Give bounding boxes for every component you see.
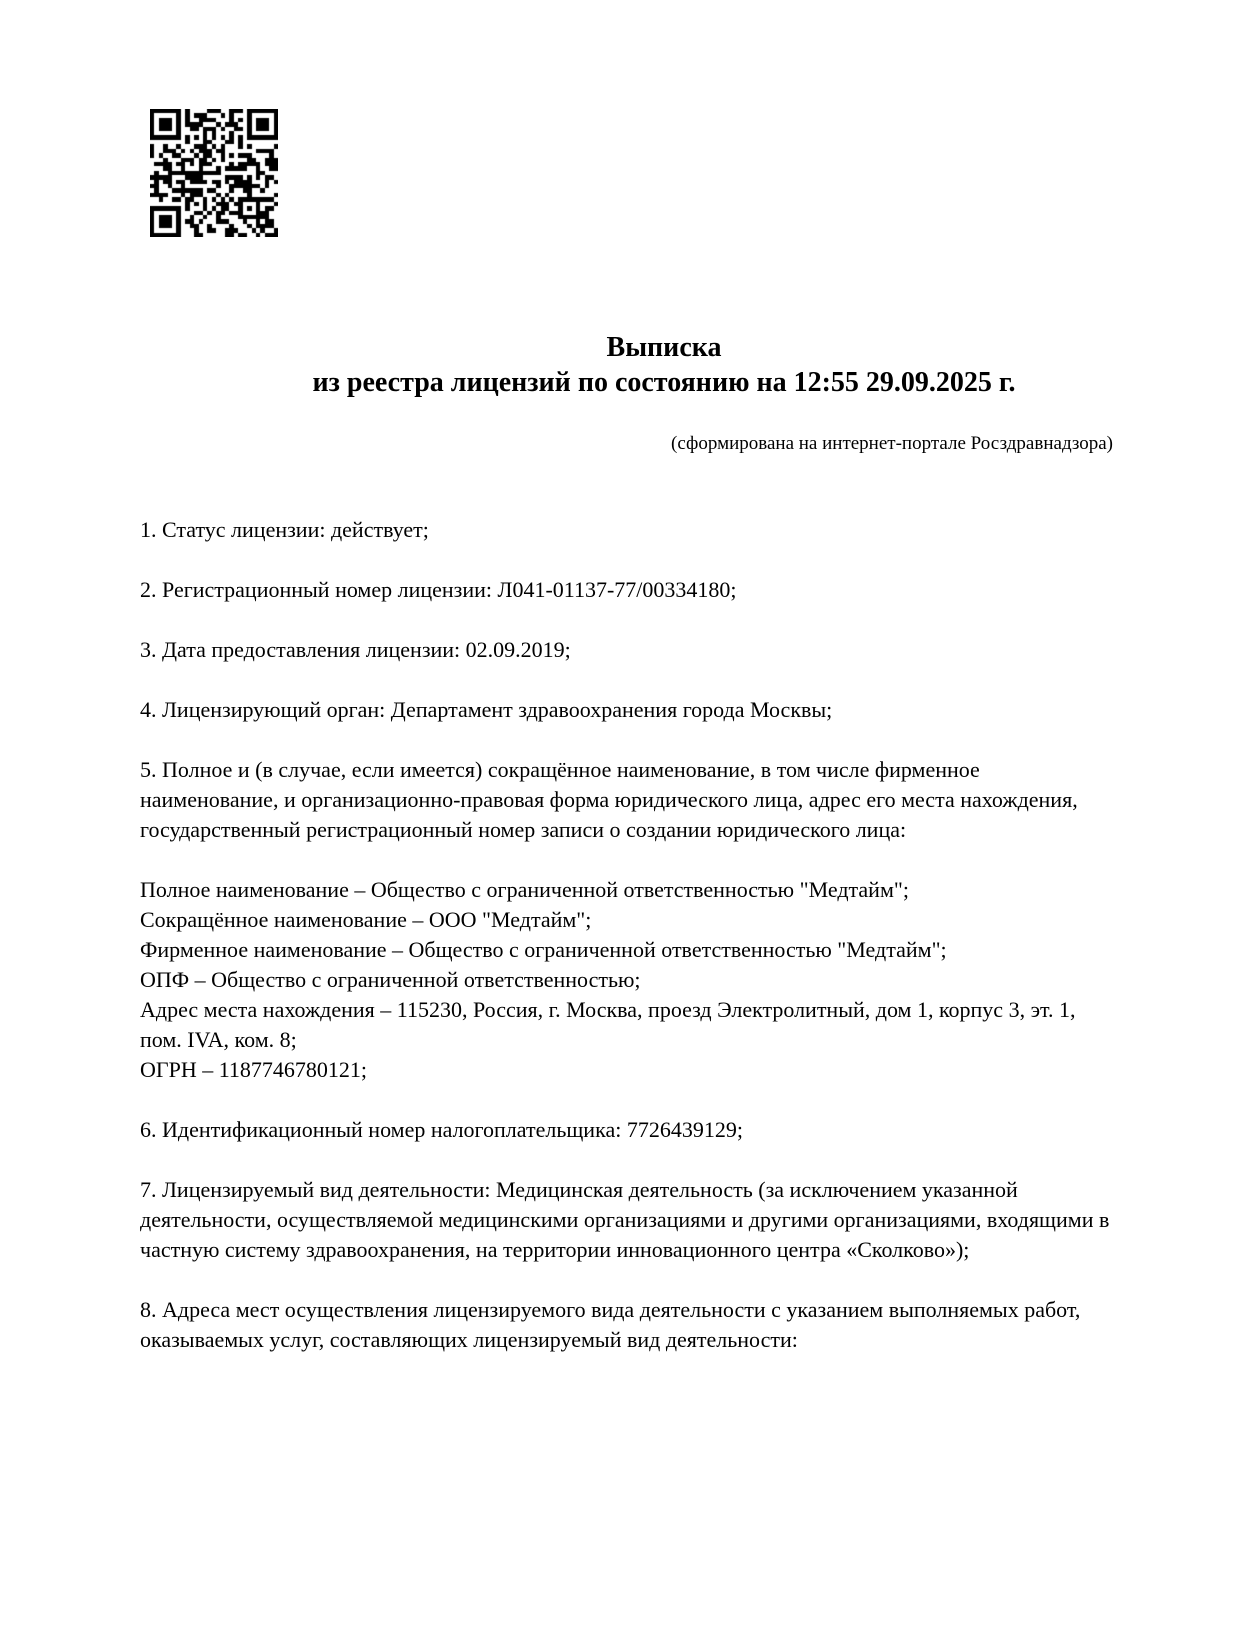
document-body [140,515,1110,1385]
company-details [140,875,1110,1085]
item-license-status: 1. Статус лицензии: действует; [140,517,429,542]
company-ogrn: ОГРН – 1187746780121; [140,1057,368,1082]
document-title-line1: Выписка [606,332,722,363]
item-licensing-authority: 4. Лицензирующий орган: Департамент здравоохранения города Москвы; [140,697,833,722]
company-brand-name: Фирменное наименование – Общество с ограниченной ответственностью "Медтайм"; [140,937,947,962]
document-subtitle: (сформирована на интернет-портале Росздравнадзора) [671,433,1113,454]
item-activity-addresses-intro: 8. Адреса мест осуществления лицензируемого вида деятельности с указанием выполняемых работ, оказываемых услуг, составляющих лицензируемый вид деятельности: [140,1297,1081,1352]
item-license-date: 3. Дата предоставления лицензии: 02.09.2019; [140,637,571,662]
company-full-name: Полное наименование – Общество с ограниченной ответственностью "Медтайм"; [140,877,909,902]
document-title-line2: из реестра лицензий по состоянию на 12:55 29.09.2025 г. [312,367,1016,398]
company-short-name: Сокращённое наименование – ООО "Медтайм"; [140,907,592,932]
item-licensed-activity: 7. Лицензируемый вид деятельности: Медицинская деятельность (за исключением указанной деятельности, осуществляемой медицинскими организациями и другими организациями, входящими в частную систему здравоохранения, на территории инновационного центра «Сколково»); [140,1177,1110,1262]
item-registration-number: 2. Регистрационный номер лицензии: Л041-01137-77/00334180; [140,577,737,602]
company-address: Адрес места нахождения – 115230, Россия, г. Москва, проезд Электролитный, дом 1, корпус 3, эт. 1, пом. IVA, ком. 8; [140,997,1076,1052]
item-company-naming-intro: 5. Полное и (в случае, если имеется) сокращённое наименование, в том числе фирменное наименование, и организационно-правовая форма юридического лица, адрес его места нахождения, государственный регистрационный номер записи о создании юридического лица: [140,757,1078,842]
document-title [140,330,1188,400]
company-legal-form: ОПФ – Общество с ограниченной ответственностью; [140,967,641,992]
qr-code [150,109,278,237]
item-taxpayer-number: 6. Идентификационный номер налогоплательщика: 7726439129; [140,1117,743,1142]
